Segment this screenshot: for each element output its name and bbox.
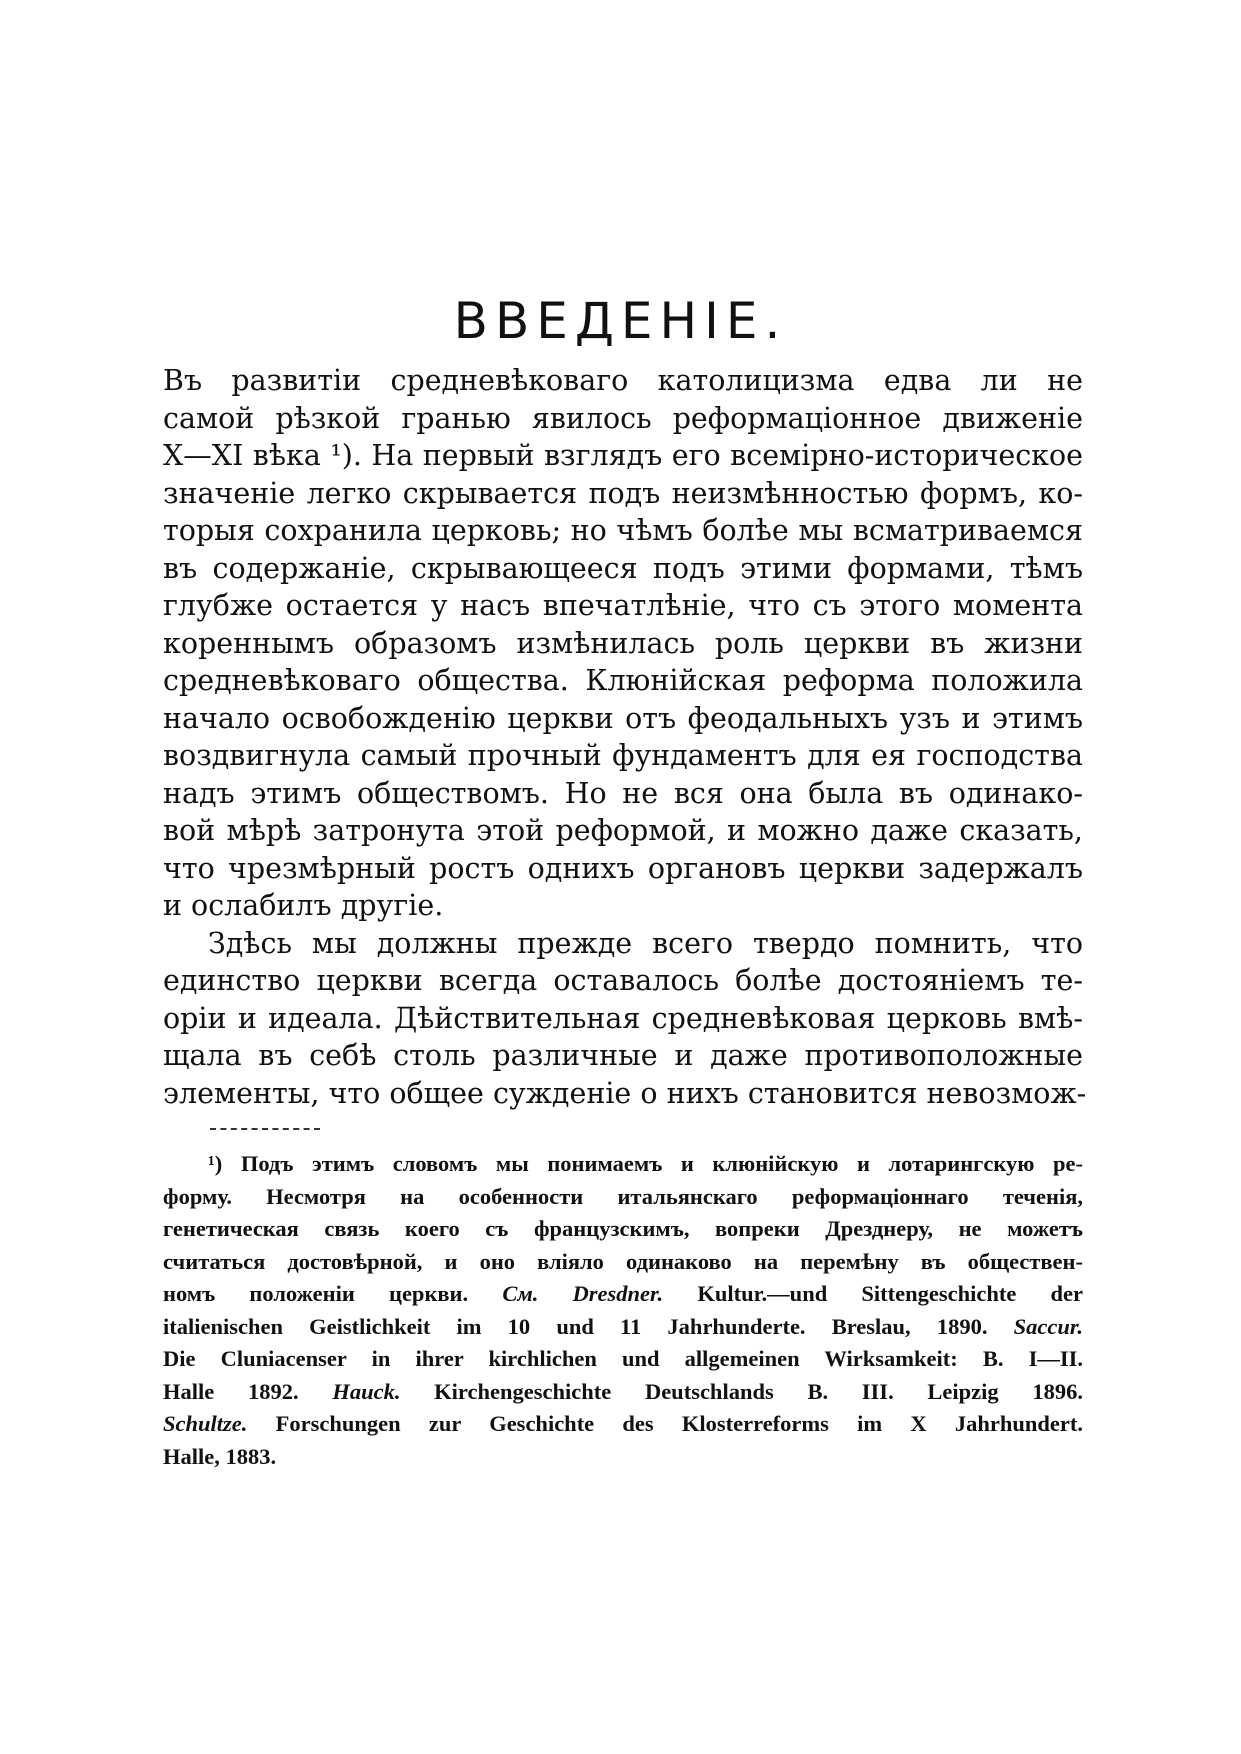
text-line: торыя сохранила церковь; но чѣмъ болѣе мы всматриваемся <box>163 514 1083 547</box>
footnote-line <box>163 1311 1083 1344</box>
text-line: и ослабилъ другіе. <box>163 889 444 922</box>
citation-text: italienischen Geistlichkeit im 10 und 11 Jahrhunderte. Breslau, 1890. <box>163 1313 988 1339</box>
citation-text: Kultur.—und Sittengeschichte der <box>697 1281 1084 1306</box>
citation-author: Hauck. <box>332 1378 401 1404</box>
citation-text: Forschungen zur Geschichte des Klosterreforms im X Jahrhundert. <box>275 1411 1083 1436</box>
footnote-line <box>163 1376 1083 1409</box>
citation-author: Dresdner. <box>572 1281 664 1306</box>
footnote-line: Halle, 1883. <box>163 1443 277 1469</box>
footnote-line <box>163 1148 1083 1181</box>
text-line: щала въ себѣ столь различные и даже противоположные <box>163 1039 1083 1072</box>
citation-text: Kirchengeschichte Deutschlands B. III. Leipzig 1896. <box>434 1378 1083 1404</box>
footnote-text: Подъ этимъ словомъ мы понимаемъ и клюнійскую и лотарингскую ре- <box>240 1151 1084 1176</box>
text-line: глубже остается у насъ впечатлѣніе, что съ этого момента <box>163 589 1083 622</box>
text-line: въ содержаніе, скрывающееся подъ этими формами, тѣмъ <box>163 551 1083 585</box>
footnote-line: считаться достовѣрной, и оно вліяло одинаково на перемѣну въ обществен- <box>163 1248 1083 1274</box>
text-line: самой рѣзкой гранью явилось реформаціонное движеніе <box>163 401 1083 435</box>
footnote <box>163 1148 1083 1473</box>
footnote-marker: ¹) <box>208 1151 223 1176</box>
text-line: единство церкви всегда оставалось болѣе достояніемъ те- <box>163 964 1083 997</box>
text-line: значеніе легко скрывается подъ неизмѣнностью формъ, ко- <box>163 476 1083 510</box>
text-line: вой мѣрѣ затронута этой реформой, и можно даже сказать, <box>163 814 1083 847</box>
text-line: воздвигнула самый прочный фундаментъ для ея господства <box>163 739 1083 772</box>
footnote-separator <box>210 1128 320 1130</box>
footnote-line: форму. Несмотря на особенности итальянскаго реформаціоннаго теченія, <box>163 1183 1083 1209</box>
text-line: Здѣсь мы должны прежде всего твердо помнить, что <box>208 926 1083 960</box>
text-line: надъ этимъ обществомъ. Но не вся она была въ одинако- <box>163 776 1083 810</box>
text-line: средневѣковаго общества. Клюнійская реформа положила <box>163 664 1083 697</box>
citation-text: Halle 1892. <box>163 1378 299 1404</box>
footnote-line: генетическая связь коего съ французскимъ, вопреки Дрезднеру, не можетъ <box>163 1216 1083 1241</box>
text-line: Въ развитіи средневѣковаго католицизма едва ли не <box>163 364 1083 397</box>
text-line: кореннымъ образомъ измѣнилась роль церкви въ жизни <box>163 626 1083 660</box>
text-line: оріи и идеала. Дѣйствительная средневѣковая церковь вмѣ- <box>163 1001 1083 1035</box>
citation-author: Schultze. <box>163 1411 248 1436</box>
footnote-line <box>163 1278 1083 1311</box>
citation-author: Saccur. <box>1013 1313 1083 1339</box>
text-line: элементы, что общее сужденіе о нихъ становится невозмож- <box>163 1076 1087 1110</box>
citation-label: См. <box>502 1281 539 1306</box>
footnote-line: Die Cluniacenser in ihrer kirchlichen und allgemeinen Wirksamkeit: B. I—II. <box>163 1346 1083 1371</box>
text-line: что чрезмѣрный ростъ однихъ органовъ церкви задержалъ <box>163 851 1083 885</box>
text-line: начало освобожденію церкви отъ феодальныхъ узъ и этимъ <box>163 701 1083 735</box>
text-line: X—XI вѣка ¹). На первый взглядъ его всемірно-историческое <box>163 439 1083 472</box>
main-text <box>163 362 1087 1112</box>
footnote-line <box>163 1408 1083 1441</box>
page-title: ВВЕДЕНІЕ. <box>453 291 788 350</box>
footnote-text: номъ положеніи церкви. <box>163 1281 469 1306</box>
